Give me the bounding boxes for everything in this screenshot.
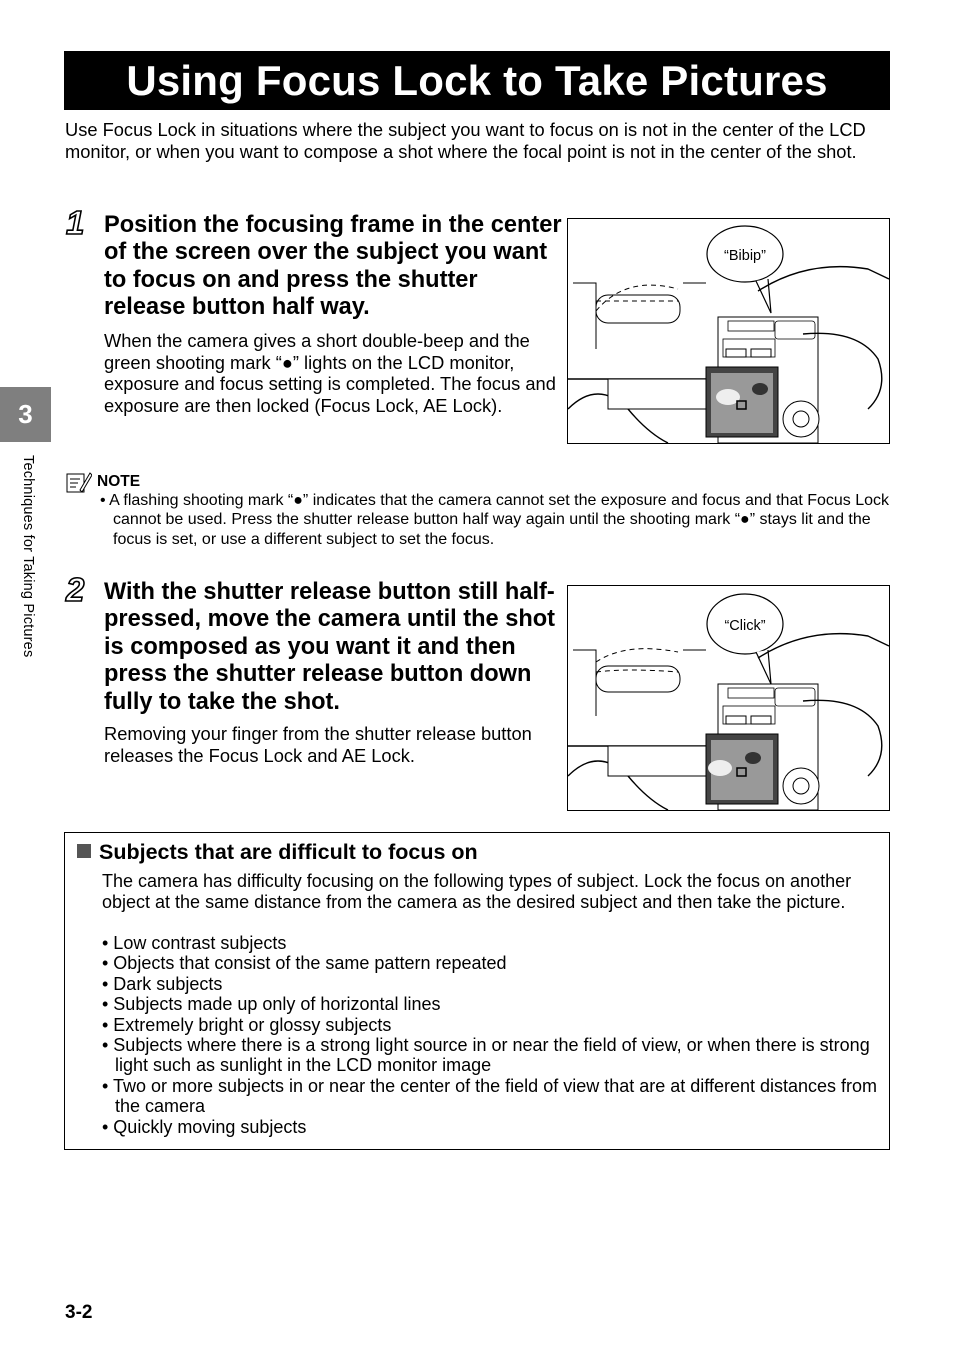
camera-illustration — [567, 585, 890, 811]
list-item: • Two or more subjects in or near the center of the field of view that are at different distances from the camera — [102, 1075, 878, 1117]
list-item: • Low contrast subjects — [102, 933, 287, 953]
list-item: • Objects that consist of the same pattern repeated — [102, 953, 507, 974]
step-heading: With the shutter release button still half-pressed, move the camera until the shot is composed as you want it and then press the shutter release button down fully to take the shot. — [104, 579, 556, 715]
note-text: • A flashing shooting mark “●” indicates that the camera cannot set the exposure and focus and that Focus Lock cannot be used. Press the shutter release button half way again until the shooting mark “●” stays lit and the focus is set, or use a different subject to set the focus. — [100, 492, 890, 548]
intro-paragraph: Use Focus Lock in situations where the subject you want to focus on is not in the center of the LCD monitor, or when you want to compose a shot where the focal point is not in the center of the shot. — [65, 119, 866, 162]
list-item: • Subjects where there is a strong light source in or near the field of view, or when there is strong light such as sunlight in the LCD monitor image — [102, 1035, 870, 1076]
step-body: When the camera gives a short double-beep and the green shooting mark “●” lights on the LCD monitor, exposure and focus setting is completed. The focus and exposure are then locked (Focus Lock, AE Lock). — [104, 330, 556, 416]
step-number: 2 — [66, 571, 85, 608]
callout-text: “Bibip” — [724, 248, 766, 264]
list-item: • Quickly moving subjects — [102, 1116, 307, 1137]
subjects-list — [102, 933, 887, 1137]
note-label: NOTE — [97, 473, 141, 490]
note-icon — [66, 470, 92, 494]
list-item: • Extremely bright or glossy subjects — [102, 1014, 392, 1035]
box-heading — [77, 840, 478, 865]
list-item: • Dark subjects — [102, 973, 223, 994]
square-bullet-icon — [77, 844, 91, 858]
camera-hand-drawing — [568, 586, 889, 810]
camera-illustration — [567, 218, 890, 444]
box-heading-text: Subjects that are difficult to focus on — [99, 840, 478, 864]
chapter-label: Techniques for Taking Pictures — [20, 455, 36, 658]
callout-text: “Click” — [724, 618, 766, 634]
title-bar — [64, 51, 890, 110]
box-body: The camera has difficulty focusing on the following types of subject. Lock the focus on another object at the same distance from the camera as the desired subject and then take the picture. — [102, 871, 852, 912]
step-heading: Position the focusing frame in the center of the screen over the subject you want to focus on and press the shutter release button half way. — [104, 212, 562, 321]
difficult-subjects-box — [64, 832, 890, 1150]
page-number: 3-2 — [65, 1302, 93, 1323]
chapter-number: 3 — [18, 399, 33, 429]
chapter-tab — [0, 387, 51, 442]
list-item: • Subjects made up only of horizontal lines — [102, 994, 441, 1015]
step-number: 1 — [66, 204, 85, 241]
step-body: Removing your finger from the shutter release button releases the Focus Lock and AE Lock. — [104, 723, 532, 766]
camera-hand-drawing — [568, 219, 889, 443]
page-title: Using Focus Lock to Take Pictures — [126, 57, 828, 104]
